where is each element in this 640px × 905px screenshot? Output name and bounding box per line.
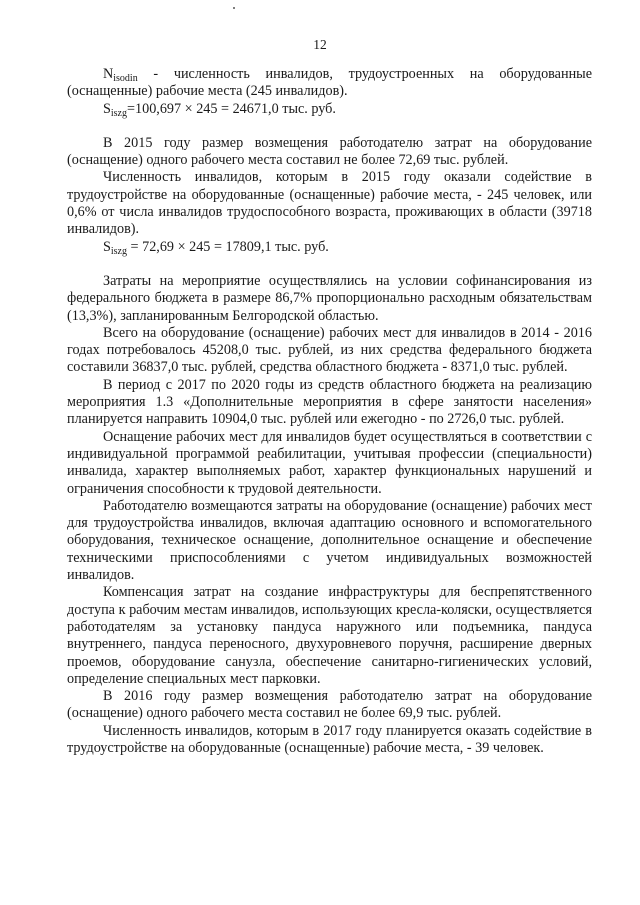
formula-s-iszg-2 [67, 239, 592, 256]
page-number: 12 [313, 37, 327, 52]
paragraph: Оснащение рабочих мест для инвалидов будет осуществляться в соответствии с индивидуальной программой реабилитации, учитывая профессии (специальности) инвалида, характер выполняемых работ, характер функциональных нарушений и ограничения способности к трудовой деятельности. [67, 428, 592, 497]
scan-speck [233, 7, 235, 9]
var-subscript: iszg [110, 245, 127, 257]
paragraph: Работодателю возмещаются затраты на оборудование (оснащение) рабочих мест для трудоустройства инвалидов, включая адаптацию основного и вспомогательного оборудования, техническое оснащение, дополнительное оснащение и обеспечение техническими приспособлениями с учетом индивидуальных возможностей инвалидов. [67, 497, 592, 584]
paragraph: В 2016 году размер возмещения работодателю затрат на оборудование (оснащение) одного рабочего места составил не более 69,9 тыс. рублей. [67, 688, 592, 722]
var-subscript: isodin [113, 73, 138, 84]
formula-s-iszg-1 [67, 101, 592, 118]
paragraph: В 2015 году размер возмещения работодателю затрат на оборудование (оснащение) одного рабочего места составил не более 72,69 тыс. рублей. [67, 134, 592, 169]
paragraph: Всего на оборудование (оснащение) рабочих мест для инвалидов в 2014 - 2016 годах потребовалось 45208,0 тыс. рублей, из них средства федерального бюджета составили 36837,0 тыс. рублей, средства областного бюджета - 8371,0 тыс. рублей. [67, 324, 592, 376]
paragraph: Затраты на мероприятие осуществлялись на условии софинансирования из федерального бюджета в размере 86,7% пропорционально расходным обязательствам (13,3%), запланированным Белгородской областью. [67, 272, 592, 324]
paragraph: В период с 2017 по 2020 годы из средств областного бюджета на реализацию мероприятия 1.3 «Дополнительные мероприятия в сфере занятости населения» планируется направить 10904,0 тыс. рублей или ежегодно - по 2726,0 тыс. рублей. [67, 376, 592, 428]
definition-n-isodin [67, 66, 592, 101]
var-symbol: S [103, 100, 111, 117]
document-body [67, 66, 592, 757]
paragraph: Численность инвалидов, которым в 2015 году оказали содействие в трудоустройстве на оборудованные (оснащенные) рабочие места, - 245 человек, или 0,6% от числа инвалидов трудоспособного возраста, проживающих в области (39718 инвалидов). [67, 169, 592, 238]
var-symbol: S [103, 238, 111, 255]
formula-text: = 72,69 × 245 = 17809,1 тыс. руб. [127, 238, 329, 255]
definition-text: - численность инвалидов, трудоустроенных на оборудованные (оснащенные) рабочие места (245 инвалидов). [67, 66, 592, 100]
formula-text: =100,697 × 245 = 24671,0 тыс. руб. [127, 100, 336, 117]
paragraph: Компенсация затрат на создание инфраструктуры для беспрепятственного доступа к рабочим местам инвалидов, использующих кресла-коляски, осуществляется работодателям за установку пандуса наружного или подъемника, пандуса внутреннего, пандуса переносного, двухуровневого поручня, расширение дверных проемов, оборудование санузла, обеспечение санитарно-гигиенических условий, определение специальных мест парковки. [67, 584, 592, 687]
var-symbol: N [103, 66, 114, 82]
paragraph: Численность инвалидов, которым в 2017 году планируется оказать содействие в трудоустройстве на оборудованные (оснащенные) рабочие места, - 39 человек. [67, 722, 592, 756]
var-subscript: iszg [110, 107, 127, 119]
